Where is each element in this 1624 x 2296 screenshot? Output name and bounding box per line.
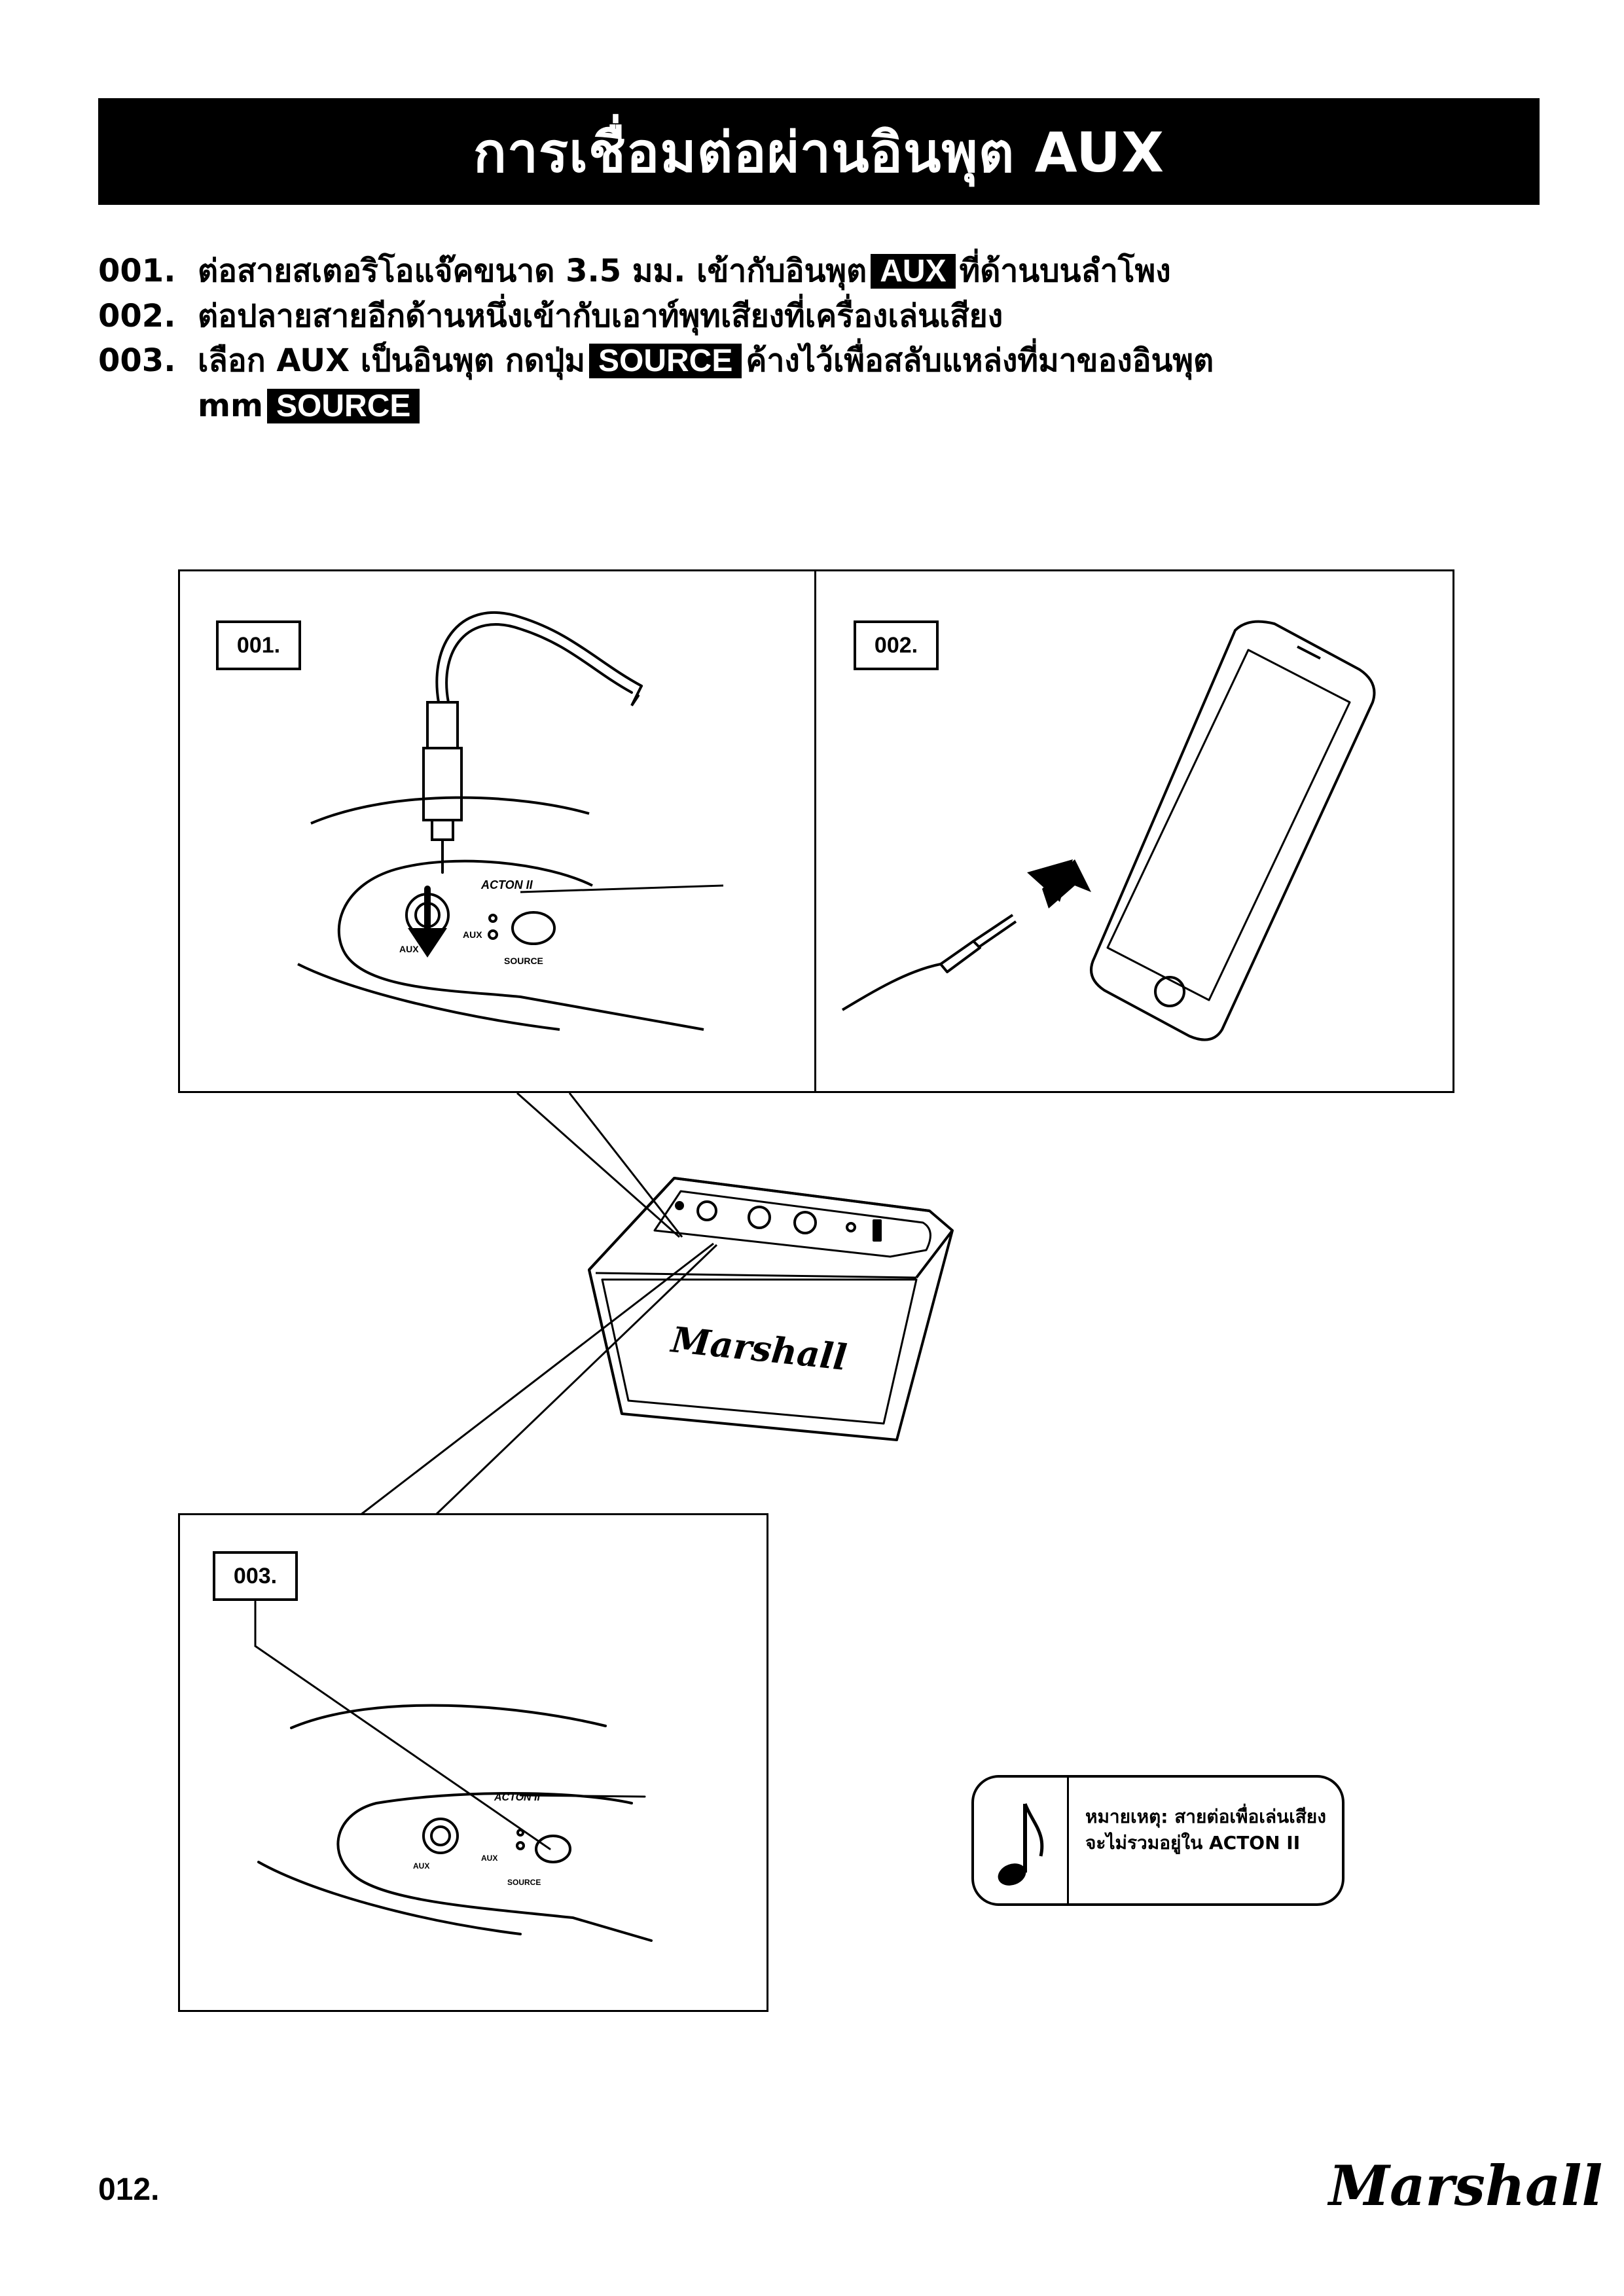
source-label: SOURCE bbox=[504, 956, 543, 966]
panel-label: 003. bbox=[213, 1551, 298, 1601]
device-label: ACTON II bbox=[494, 1792, 540, 1803]
aux-label: AUX bbox=[413, 1861, 430, 1871]
aux-led-label: AUX bbox=[463, 929, 482, 940]
panel-label: 001. bbox=[216, 620, 301, 670]
device-label: ACTON II bbox=[481, 878, 533, 891]
aux-badge: AUX bbox=[871, 254, 955, 289]
step-text: เลือก AUX เป็นอินพุต กดปุ่ม SOURCE ค้างไว้เพื่อสลับแหล่งที่มาของอินพุต bbox=[198, 342, 1214, 379]
aux-jack-illustration bbox=[180, 571, 818, 1095]
step-number: 002. bbox=[98, 298, 176, 334]
step-text: ต่อสายสเตอริโอแจ๊คขนาด 3.5 มม. เข้ากับอินพุต AUX ที่ด้านบนลำโพง bbox=[198, 253, 1171, 289]
source-label: SOURCE bbox=[507, 1878, 541, 1887]
aux-led-label: AUX bbox=[481, 1854, 498, 1863]
speaker-illustration bbox=[576, 1165, 956, 1479]
step-text: ต่อปลายสายอีกด้านหนึ่งเข้ากับเอาท์พุทเสียงที่เครื่องเล่นเสียง bbox=[198, 298, 1003, 334]
note-text: หมายเหตุ: สายต่อเพื่อเล่นเสียงจะไม่รวมอยู่ใน ACTON II bbox=[1085, 1806, 1326, 1854]
aux-label: AUX bbox=[399, 944, 419, 954]
note-box bbox=[971, 1775, 1344, 1906]
panel-002 bbox=[814, 569, 1454, 1093]
source-button-illustration bbox=[180, 1515, 770, 2014]
speaker-logo: Marshall bbox=[669, 1318, 849, 1379]
step-number: 003. bbox=[98, 342, 176, 379]
phone-illustration bbox=[816, 571, 1456, 1095]
brand-logo: Marshall bbox=[1329, 2153, 1603, 2218]
panel-label: 002. bbox=[854, 620, 939, 670]
page-title: การเชื่อมต่อผ่านอินพุต AUX bbox=[98, 98, 1540, 205]
step-003-continuation: mm SOURCE bbox=[98, 384, 1551, 429]
panel-003 bbox=[178, 1513, 768, 2012]
panel-001 bbox=[178, 569, 816, 1093]
page-number: 012. bbox=[98, 2172, 160, 2207]
music-note-icon bbox=[994, 1797, 1046, 1889]
source-badge: SOURCE bbox=[267, 389, 420, 423]
note-divider bbox=[1067, 1778, 1069, 1903]
source-badge: SOURCE bbox=[589, 344, 742, 378]
step-number: 001. bbox=[98, 253, 176, 289]
